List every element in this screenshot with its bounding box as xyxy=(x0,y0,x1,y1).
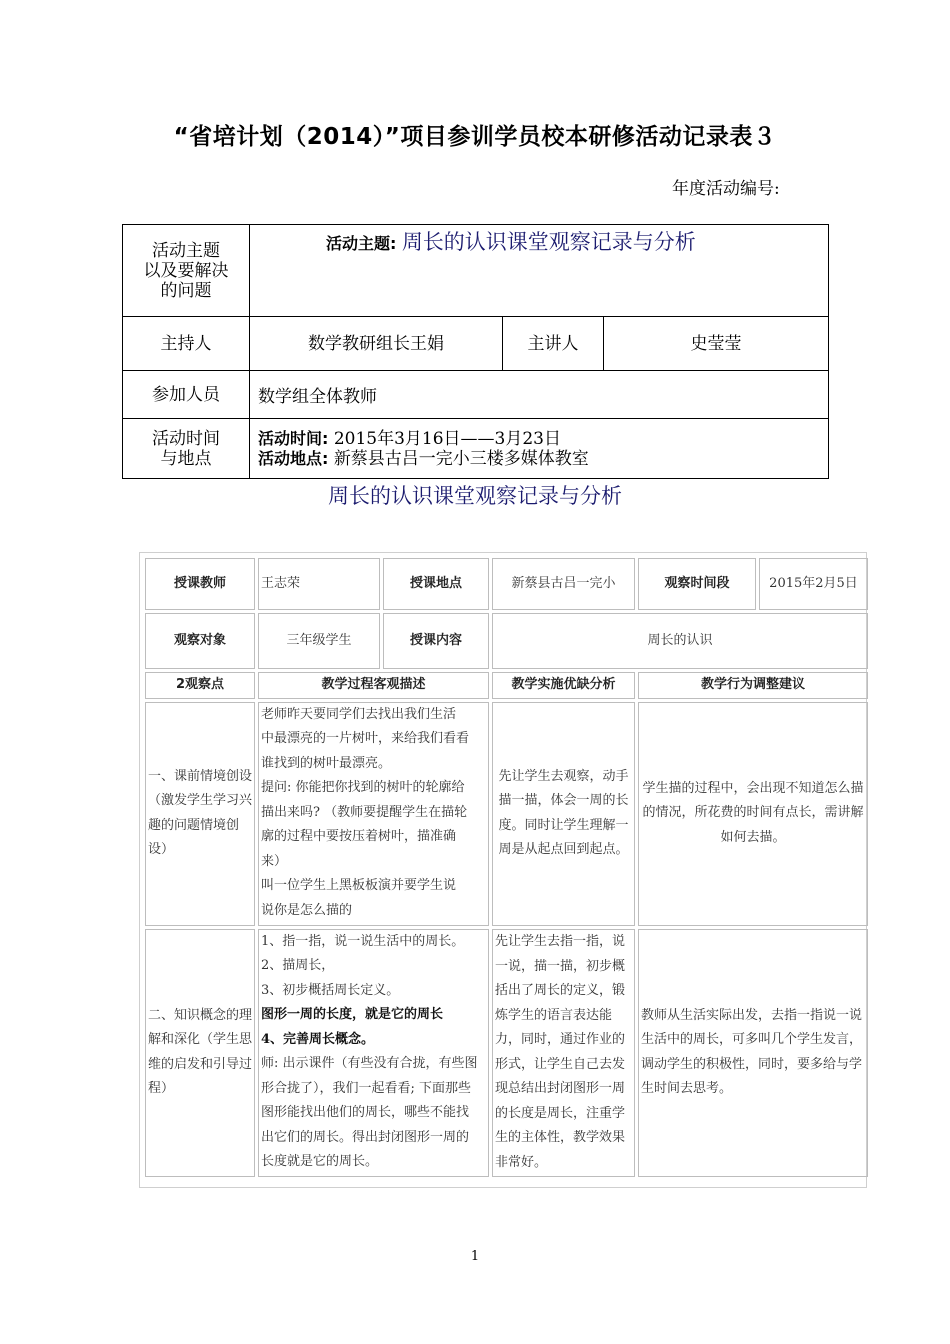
observation-point: 二、知识概念的理解和深化（学生思维的启发和引导过程） xyxy=(145,929,255,1177)
suggestion-cell: 教师从生活实际出发，去指一指说一说生活中的周长，可多叫几个学生发言，调动学生的积极性，同时，要多给与学生时间去思考。 xyxy=(638,929,868,1177)
process-line: 廓的过程中要按压着树叶，描准确 xyxy=(261,829,457,844)
period-label: 观察时间段 xyxy=(638,558,756,610)
period-value: 2015年2月5日 xyxy=(759,558,868,610)
process-line: 谁找到的树叶最漂亮。 xyxy=(261,755,392,771)
process-line: 出它们的周长。得出封闭图形一周的 xyxy=(261,1129,470,1145)
column-header: 教学过程客观描述 xyxy=(258,672,489,699)
column-header: 教学实施优缺分析 xyxy=(492,672,635,699)
time-place-label-line: 与地点 xyxy=(160,448,212,469)
record-number-label: 年度活动编号: xyxy=(672,179,780,199)
speaker-label: 主讲人 xyxy=(503,317,604,371)
participants-value: 数学组全体教师 xyxy=(250,371,829,419)
analysis-cell: 先让学生去观察，动手描一描，体会一周的长度。同时让学生理解一周是从起点回到起点。 xyxy=(492,702,635,926)
content-label: 授课内容 xyxy=(383,613,489,669)
table-row xyxy=(145,702,868,926)
time-place-value-cell xyxy=(250,419,829,479)
analysis-cell: 先让学生去指一指，说一说，描一描，初步概括出了周长的定义，锻炼学生的语言表达能力，同时，通过作业的形式，让学生自己去发现总结出封闭图形一周的长度是周长，注重学生的主体性，教学效果非常好。 xyxy=(492,929,635,1177)
process-line: 3、初步概括周长定义。 xyxy=(261,982,400,998)
observation-subtitle: 周长的认识课堂观察记录与分析 xyxy=(328,484,622,508)
observation-point: 一、课前情境创设（激发学生学习兴趣的问题情境创设） xyxy=(145,702,255,926)
process-line: 图形能找出他们的周长，哪些不能找 xyxy=(261,1105,470,1120)
theme-label-line: 的问题 xyxy=(160,280,212,301)
place-value: 新蔡县古吕一完小三楼多媒体教室 xyxy=(333,448,589,469)
process-line: 4、完善周长概念。 xyxy=(261,1031,375,1047)
host-value: 数学教研组长王娟 xyxy=(250,317,503,371)
host-label: 主持人 xyxy=(123,317,250,371)
speaker-value: 史莹莹 xyxy=(604,317,829,371)
time-place-label-line: 活动时间 xyxy=(152,428,220,449)
teacher-value: 王志荣 xyxy=(258,558,380,610)
document-title: “省培计划（2014）”项目参训学员校本研修活动记录表３ xyxy=(173,124,777,150)
theme-value-cell xyxy=(250,225,829,317)
page-number: 1 xyxy=(470,1249,480,1264)
activity-record-table xyxy=(122,224,829,479)
time-place-label-cell xyxy=(123,419,250,479)
process-line: 中最漂亮的一片树叶，来给我们看看 xyxy=(261,731,470,746)
process-line: 2、描周长， xyxy=(261,958,335,973)
target-label: 观察对象 xyxy=(145,613,255,669)
process-line: 来） xyxy=(261,853,288,869)
time-value: 2015年3月16日——3月23日 xyxy=(333,428,561,449)
column-header: 教学行为调整建议 xyxy=(638,672,868,699)
process-line: 图形一周的长度，就是它的周长 xyxy=(261,1007,444,1022)
place-label: 活动地点: xyxy=(258,448,329,468)
theme-prefix: 活动主题: xyxy=(326,234,397,253)
theme-label-line: 以及要解决 xyxy=(143,260,229,281)
process-line: 形合拢了），我们一起看看; 下面那些 xyxy=(261,1080,472,1096)
time-label: 活动时间: xyxy=(258,428,329,448)
process-line: 提问: 你能把你找到的树叶的轮廓给 xyxy=(261,780,465,795)
theme-label-line: 活动主题 xyxy=(152,240,220,261)
process-line: 说你是怎么描的 xyxy=(261,902,353,918)
process-line: 长度就是它的周长。 xyxy=(261,1154,379,1169)
participants-label: 参加人员 xyxy=(123,371,250,419)
process-line: 1、指一指，说一说生活中的周长。 xyxy=(261,933,465,949)
process-line: 描出来吗? （教师要提醒学生在描轮 xyxy=(261,804,468,820)
teacher-label: 授课教师 xyxy=(145,558,255,610)
process-line: 叫一位学生上黑板板演并要学生说 xyxy=(261,878,457,893)
column-header: 2观察点 xyxy=(145,672,255,699)
process-line: 老师昨天要同学们去找出我们生活 xyxy=(261,706,457,722)
process-cell xyxy=(258,929,489,1177)
location-value: 新蔡县古吕一完小 xyxy=(492,558,635,610)
suggestion-cell: 学生描的过程中，会出现不知道怎么描的情况，所花费的时间有点长，需讲解如何去描。 xyxy=(638,702,868,926)
theme-label-cell xyxy=(123,225,250,317)
process-cell xyxy=(258,702,489,926)
content-value: 周长的认识 xyxy=(492,613,868,669)
observation-table xyxy=(142,555,871,1180)
location-label: 授课地点 xyxy=(383,558,489,610)
process-line: 师: 出示课件（有些没有合拢，有些图 xyxy=(261,1056,478,1071)
table-row xyxy=(145,929,868,1177)
theme-value: 周长的认识课堂观察记录与分析 xyxy=(401,230,696,254)
target-value: 三年级学生 xyxy=(258,613,380,669)
